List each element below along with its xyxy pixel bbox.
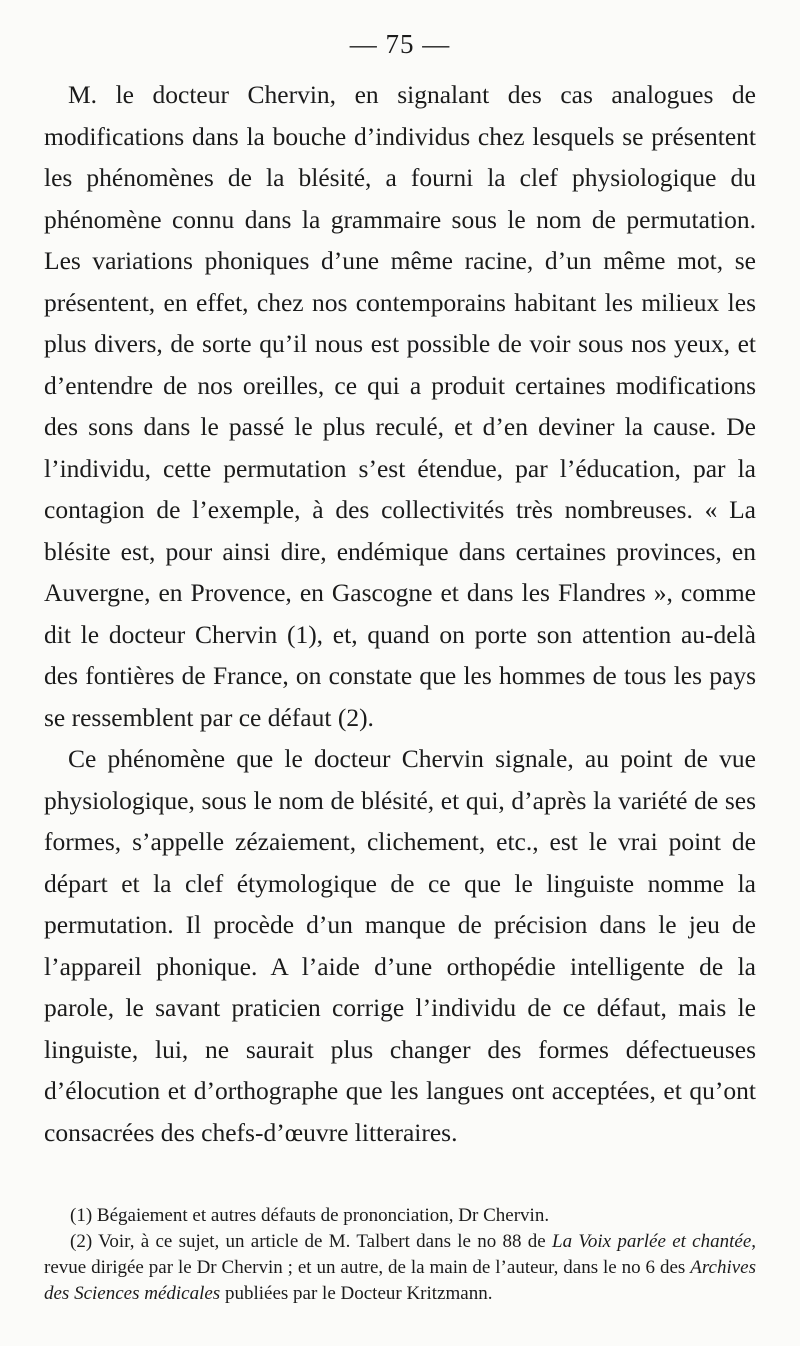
footnote-2-text-a: (2) Voir, à ce sujet, un article de M. Talbert dans le no 88 de [70,1231,553,1252]
footnotes [44,1203,756,1307]
footnote-2-archives-title: Archives des Sciences médicales [44,1257,756,1304]
footnote-2 [44,1229,756,1307]
page-number: — 75 — [349,29,451,59]
footnote-2-text-c: publiées par le Docteur Kritzmann. [220,1283,493,1304]
footnote-1: (1) Bégaiement et autres défauts de prononciation, Dr Chervin. [70,1205,550,1226]
paragraph-2: Ce phénomène que le docteur Chervin signale, au point de vue physiologique, sous le nom de blésité, et qui, d’après la variété de ses formes, s’appelle zézaiement, clichement, etc., est le vrai point de départ et la clef étymologique de ce que le linguiste nomme la permutation. Il procède d’un manque de précision dans le jeu de l’appareil phonique. A l’aide d’une orthopédie intelligente de la parole, le savant praticien corrige l’individu de ce défaut, mais le linguiste, lui, ne saurait plus changer des formes défectueuses d’élocution et d’orthographe que les langues ont acceptées, et qu’ont consacrées des chefs-d’œuvre litteraires. [44,744,756,1147]
footnote-2-text-b: , revue dirigée par le Dr Chervin ; et un autre, de la main de l’auteur, dans le no 6 des [44,1231,757,1278]
paragraph-1: M. le docteur Chervin, en signalant des cas analogues de modifications dans la bouche d’individus chez lesquels se présentent les phénomènes de la blésité, a fourni la clef physiologique du phénomène connu dans la grammaire sous le nom de permutation. Les variations phoniques d’une même racine, d’un même mot, se présentent, en effet, chez nos contemporains habitant les milieux les plus divers, de sorte qu’il nous est possible de voir sous nos yeux, et d’entendre de nos oreilles, ce qui a produit certaines modifications des sons dans le passé le plus reculé, et d’en deviner la cause. De l’individu, cette permutation s’est étendue, par l’éducation, par la contagion de l’exemple, à des collectivités très nombreuses. « La blésite est, pour ainsi dire, endémique dans certaines provinces, en Auvergne, en Provence, en Gascogne et dans les Flandres », comme dit le docteur Chervin (1), et, quand on porte son attention au-delà des fontières de France, on constate que les hommes de tous les pays se ressemblent par ce défaut (2). [44,80,756,732]
footnote-2-journal-title: La Voix parlée et chantée [552,1231,752,1252]
